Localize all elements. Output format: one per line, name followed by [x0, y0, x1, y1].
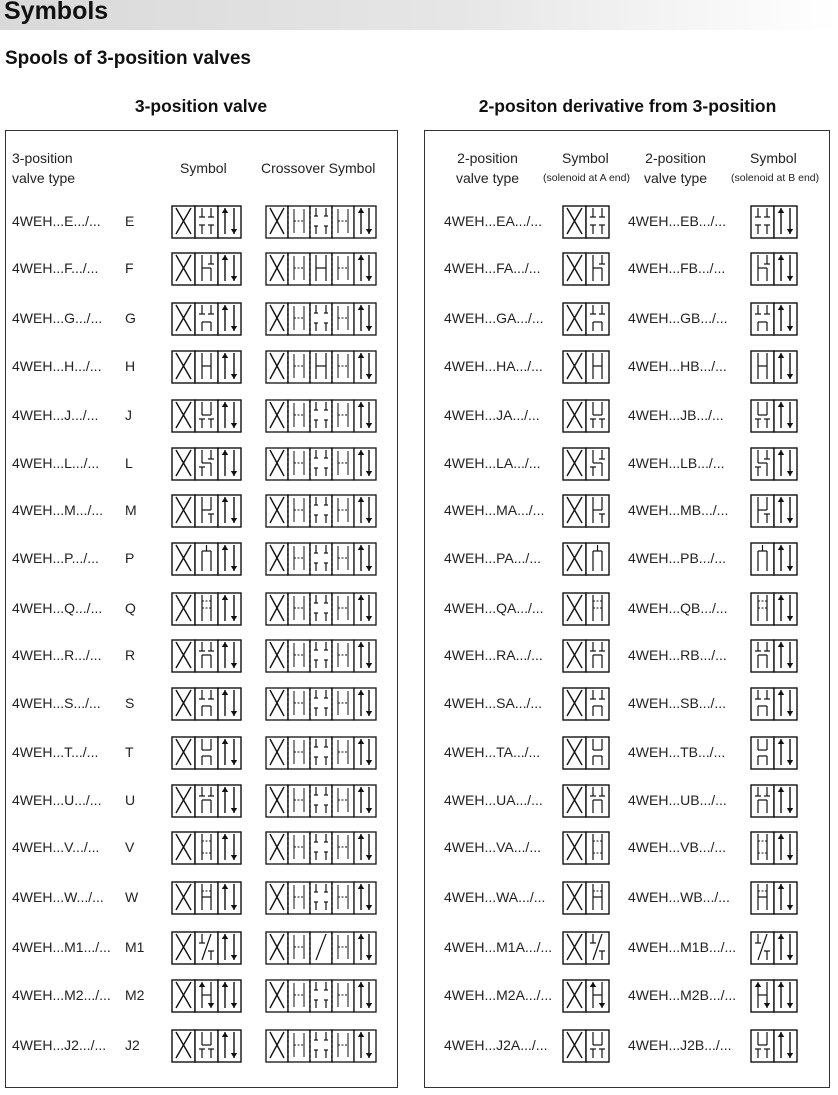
valve-symbol-b-icon [750, 350, 798, 384]
left-spool-letter: L [125, 455, 133, 471]
left-valve-type: 4WEH...H.../... [12, 358, 102, 374]
left-crossover-symbol [265, 931, 379, 965]
left-symbol [171, 979, 243, 1013]
right-b-symbol [750, 252, 798, 286]
left-valve-type: 4WEH...G.../... [12, 310, 103, 326]
valve-symbol-b-icon [750, 205, 798, 239]
right-b-symbol [750, 1029, 798, 1063]
right-b-valve-type: 4WEH...QB.../... [628, 600, 728, 616]
crossover-symbol-icon [265, 931, 379, 965]
valve-symbol-icon [171, 736, 243, 770]
left-spool-letter: P [125, 550, 135, 566]
right-a-valve-type: 4WEH...HA.../... [444, 358, 543, 374]
crossover-symbol-icon [265, 350, 379, 384]
left-crossover-symbol [265, 399, 379, 433]
left-symbol [171, 399, 243, 433]
left-valve-type: 4WEH...L.../... [12, 455, 100, 471]
left-symbol [171, 931, 243, 965]
valve-symbol-a-icon [562, 494, 610, 528]
right-a-symbol [562, 399, 610, 433]
right-b-valve-type: 4WEH...M2B.../... [628, 987, 737, 1003]
left-crossover-symbol [265, 592, 379, 626]
valve-symbol-b-icon [750, 736, 798, 770]
left-valve-type: 4WEH...M2.../... [12, 987, 111, 1003]
valve-symbol-b-icon [750, 302, 798, 336]
left-valve-type: 4WEH...M1.../... [12, 939, 111, 955]
right-a-symbol [562, 302, 610, 336]
left-spool-letter: G [125, 310, 136, 326]
left-symbol [171, 687, 243, 721]
left-crossover-symbol [265, 447, 379, 481]
left-spool-letter: M [125, 502, 137, 518]
right-b-symbol-note: (solenoid at B end) [731, 172, 820, 184]
valve-symbol-icon [171, 592, 243, 626]
left-spool-letter: S [125, 695, 135, 711]
right-a-valve-type: 4WEH...VA.../... [444, 839, 541, 855]
right-b-valve-type: 4WEH...JB.../... [628, 407, 724, 423]
right-a-symbol [562, 639, 610, 673]
left-crossover-symbol [265, 881, 379, 915]
right-b-symbol-header: Symbol [750, 150, 797, 166]
valve-symbol-icon [171, 784, 243, 818]
right-a-symbol-note: (solenoid at A end) [543, 172, 630, 184]
right-a-valve-type: 4WEH...JA.../... [444, 407, 540, 423]
right-b-symbol [750, 447, 798, 481]
left-crossover-symbol [265, 252, 379, 286]
right-a-symbol [562, 687, 610, 721]
crossover-symbol-icon [265, 979, 379, 1013]
right-b-symbol [750, 881, 798, 915]
left-crossover-symbol [265, 784, 379, 818]
valve-symbol-icon [171, 881, 243, 915]
left-crossover-symbol [265, 302, 379, 336]
valve-symbol-b-icon [750, 881, 798, 915]
right-b-valve-type: 4WEH...PB.../... [628, 550, 727, 566]
right-a-type-header-line1: 2-position [457, 150, 518, 166]
valve-symbol-b-icon [750, 931, 798, 965]
valve-symbol-a-icon [562, 302, 610, 336]
valve-symbol-b-icon [750, 1029, 798, 1063]
right-b-valve-type: 4WEH...M1B.../... [628, 939, 737, 955]
left-type-header-line1: 3-position [12, 150, 73, 166]
valve-symbol-b-icon [750, 784, 798, 818]
left-valve-type: 4WEH...J2.../... [12, 1037, 107, 1053]
crossover-symbol-icon [265, 592, 379, 626]
left-symbol [171, 302, 243, 336]
right-a-valve-type: 4WEH...UA.../... [444, 792, 543, 808]
valve-symbol-b-icon [750, 542, 798, 576]
left-valve-type: 4WEH...R.../... [12, 647, 102, 663]
right-b-symbol [750, 350, 798, 384]
right-b-valve-type: 4WEH...UB.../... [628, 792, 727, 808]
left-symbol [171, 542, 243, 576]
valve-symbol-a-icon [562, 350, 610, 384]
right-b-valve-type: 4WEH...WB.../... [628, 889, 730, 905]
left-crossover-symbol [265, 831, 379, 865]
crossover-symbol-icon [265, 1029, 379, 1063]
crossover-symbol-icon [265, 302, 379, 336]
right-a-type-header-line2: valve type [456, 170, 520, 186]
left-spool-letter: W [125, 889, 139, 905]
crossover-symbol-icon [265, 252, 379, 286]
right-a-symbol [562, 979, 610, 1013]
valve-symbol-icon [171, 831, 243, 865]
left-valve-type: 4WEH...P.../... [12, 550, 99, 566]
left-spool-letter: J2 [125, 1037, 140, 1053]
valve-symbol-b-icon [750, 252, 798, 286]
crossover-symbol-icon [265, 447, 379, 481]
left-symbol [171, 205, 243, 239]
right-b-symbol [750, 542, 798, 576]
valve-symbol-a-icon [562, 639, 610, 673]
left-crossover-symbol [265, 1029, 379, 1063]
valve-symbol-a-icon [562, 736, 610, 770]
left-symbol [171, 1029, 243, 1063]
right-b-symbol [750, 494, 798, 528]
left-symbol [171, 831, 243, 865]
left-crossover-symbol [265, 494, 379, 528]
crossover-symbol-icon [265, 494, 379, 528]
valve-symbol-a-icon [562, 881, 610, 915]
valve-symbol-b-icon [750, 831, 798, 865]
valve-symbol-icon [171, 494, 243, 528]
right-a-valve-type: 4WEH...RA.../... [444, 647, 543, 663]
right-a-symbol-header: Symbol [562, 150, 609, 166]
right-b-valve-type: 4WEH...RB.../... [628, 647, 727, 663]
right-b-valve-type: 4WEH...J2B.../... [628, 1037, 732, 1053]
left-spool-letter: U [125, 792, 136, 808]
right-b-symbol [750, 302, 798, 336]
left-crossover-symbol [265, 736, 379, 770]
left-valve-type: 4WEH...J.../... [12, 407, 99, 423]
right-b-symbol [750, 205, 798, 239]
left-symbol [171, 592, 243, 626]
valve-symbol-a-icon [562, 687, 610, 721]
right-b-valve-type: 4WEH...MB.../... [628, 502, 729, 518]
right-a-symbol [562, 736, 610, 770]
valve-symbol-icon [171, 302, 243, 336]
valve-symbol-icon [171, 252, 243, 286]
left-spool-letter: T [125, 744, 134, 760]
left-symbol [171, 350, 243, 384]
right-b-type-header-line1: 2-position [645, 150, 706, 166]
left-spool-letter: J [125, 407, 132, 423]
right-a-valve-type: 4WEH...SA.../... [444, 695, 543, 711]
left-valve-type: 4WEH...F.../... [12, 260, 99, 276]
right-b-symbol [750, 979, 798, 1013]
valve-symbol-b-icon [750, 979, 798, 1013]
right-a-symbol [562, 542, 610, 576]
left-spool-letter: M1 [125, 939, 145, 955]
left-symbol [171, 447, 243, 481]
right-b-valve-type: 4WEH...GB.../... [628, 310, 728, 326]
left-crossover-symbol [265, 979, 379, 1013]
left-symbol [171, 736, 243, 770]
left-spool-letter: M2 [125, 987, 145, 1003]
left-symbol [171, 494, 243, 528]
right-b-valve-type: 4WEH...HB.../... [628, 358, 727, 374]
right-panel-title: 2-positon derivative from 3-position [478, 96, 777, 116]
left-valve-type: 4WEH...Q.../... [12, 600, 103, 616]
crossover-symbol-icon [265, 736, 379, 770]
valve-symbol-a-icon [562, 205, 610, 239]
left-symbol [171, 881, 243, 915]
valve-symbol-a-icon [562, 399, 610, 433]
valve-symbol-icon [171, 687, 243, 721]
left-spool-letter: E [125, 213, 135, 229]
crossover-symbol-icon [265, 831, 379, 865]
valve-symbol-b-icon [750, 447, 798, 481]
right-a-symbol [562, 252, 610, 286]
crossover-symbol-icon [265, 639, 379, 673]
left-symbol-header: Symbol [180, 160, 227, 176]
valve-symbol-a-icon [562, 831, 610, 865]
right-a-valve-type: 4WEH...M2A.../... [444, 987, 553, 1003]
right-a-valve-type: 4WEH...WA.../... [444, 889, 546, 905]
right-b-symbol [750, 592, 798, 626]
right-a-symbol [562, 881, 610, 915]
valve-symbol-a-icon [562, 252, 610, 286]
left-spool-letter: Q [125, 600, 136, 616]
crossover-symbol-icon [265, 881, 379, 915]
left-valve-type: 4WEH...S.../... [12, 695, 101, 711]
right-a-symbol [562, 931, 610, 965]
valve-symbol-icon [171, 399, 243, 433]
left-crossover-symbol [265, 687, 379, 721]
right-b-symbol [750, 931, 798, 965]
right-b-symbol [750, 399, 798, 433]
right-a-valve-type: 4WEH...M1A.../... [444, 939, 553, 955]
right-a-symbol [562, 350, 610, 384]
valve-symbol-b-icon [750, 592, 798, 626]
left-crossover-symbol [265, 542, 379, 576]
right-a-valve-type: 4WEH...J2A.../... [444, 1037, 548, 1053]
crossover-symbol-icon [265, 542, 379, 576]
valve-symbol-icon [171, 350, 243, 384]
valve-symbol-icon [171, 639, 243, 673]
left-symbol [171, 784, 243, 818]
valve-symbol-icon [171, 542, 243, 576]
left-valve-type: 4WEH...E.../... [12, 213, 101, 229]
left-spool-letter: V [125, 839, 135, 855]
valve-symbol-b-icon [750, 687, 798, 721]
valve-symbol-icon [171, 931, 243, 965]
valve-symbol-a-icon [562, 592, 610, 626]
right-b-valve-type: 4WEH...VB.../... [628, 839, 727, 855]
right-a-symbol [562, 831, 610, 865]
valve-symbol-a-icon [562, 784, 610, 818]
right-a-symbol [562, 205, 610, 239]
right-b-symbol [750, 639, 798, 673]
valve-symbol-a-icon [562, 979, 610, 1013]
left-valve-type: 4WEH...U.../... [12, 792, 102, 808]
crossover-symbol-icon [265, 399, 379, 433]
right-b-valve-type: 4WEH...TB.../... [628, 744, 726, 760]
valve-symbol-icon [171, 979, 243, 1013]
valve-symbol-icon [171, 447, 243, 481]
right-a-valve-type: 4WEH...FA.../... [444, 260, 541, 276]
right-a-symbol [562, 494, 610, 528]
right-b-type-header-line2: valve type [644, 170, 708, 186]
right-b-valve-type: 4WEH...EB.../... [628, 213, 727, 229]
left-panel-title: 3-position valve [134, 96, 268, 116]
right-a-valve-type: 4WEH...MA.../... [444, 502, 545, 518]
left-crossover-symbol [265, 639, 379, 673]
right-a-valve-type: 4WEH...PA.../... [444, 550, 541, 566]
left-valve-type: 4WEH...M.../... [12, 502, 104, 518]
right-a-type-header [456, 148, 519, 188]
right-b-valve-type: 4WEH...LB.../... [628, 455, 725, 471]
right-b-type-header [644, 148, 707, 188]
right-a-symbol [562, 447, 610, 481]
left-symbol [171, 252, 243, 286]
crossover-symbol-icon [265, 687, 379, 721]
left-spool-letter: F [125, 260, 134, 276]
right-a-valve-type: 4WEH...LA.../... [444, 455, 541, 471]
right-b-symbol [750, 784, 798, 818]
right-a-valve-type: 4WEH...TA.../... [444, 744, 541, 760]
right-a-valve-type: 4WEH...EA.../... [444, 213, 543, 229]
valve-symbol-a-icon [562, 542, 610, 576]
valve-symbol-b-icon [750, 494, 798, 528]
page-title: Symbols [4, 0, 109, 25]
right-b-symbol [750, 736, 798, 770]
valve-symbol-a-icon [562, 931, 610, 965]
valve-symbol-icon [171, 1029, 243, 1063]
left-type-header [12, 148, 75, 188]
right-a-valve-type: 4WEH...QA.../... [444, 600, 544, 616]
left-valve-type: 4WEH...V.../... [12, 839, 100, 855]
crossover-symbol-icon [265, 784, 379, 818]
left-symbol [171, 639, 243, 673]
left-crossover-symbol [265, 350, 379, 384]
section-title: Spools of 3-position valves [5, 48, 251, 69]
left-type-header-line2: valve type [12, 170, 76, 186]
valve-symbol-a-icon [562, 447, 610, 481]
left-crossover-header: Crossover Symbol [261, 160, 376, 176]
valve-symbol-b-icon [750, 639, 798, 673]
left-crossover-symbol [265, 205, 379, 239]
crossover-symbol-icon [265, 205, 379, 239]
valve-symbol-a-icon [562, 1029, 610, 1063]
right-a-valve-type: 4WEH...GA.../... [444, 310, 544, 326]
right-b-symbol [750, 687, 798, 721]
right-b-symbol [750, 831, 798, 865]
valve-symbol-icon [171, 205, 243, 239]
right-a-symbol [562, 592, 610, 626]
valve-symbol-b-icon [750, 399, 798, 433]
right-b-valve-type: 4WEH...SB.../... [628, 695, 727, 711]
right-b-valve-type: 4WEH...FB.../... [628, 260, 726, 276]
left-spool-letter: H [125, 358, 136, 374]
left-spool-letter: R [125, 647, 136, 663]
title-bar [0, 0, 838, 30]
right-a-symbol [562, 1029, 610, 1063]
right-a-symbol [562, 784, 610, 818]
left-valve-type: 4WEH...W.../... [12, 889, 104, 905]
left-valve-type: 4WEH...T.../... [12, 744, 99, 760]
